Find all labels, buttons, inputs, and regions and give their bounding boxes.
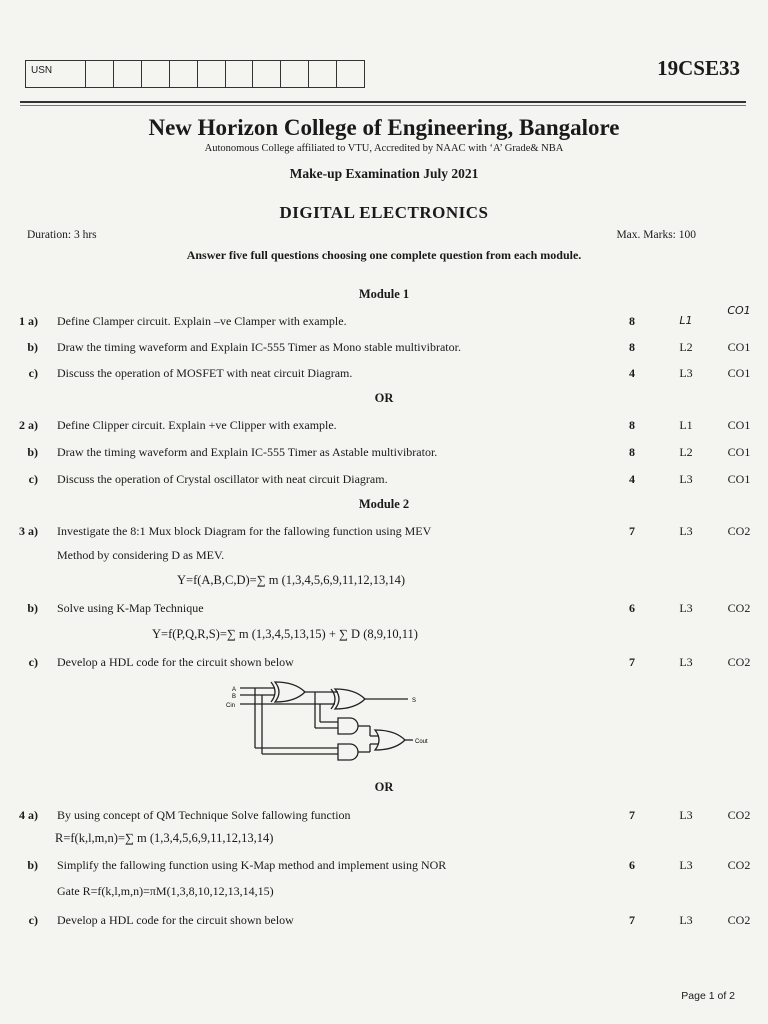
exam-title: Make-up Examination July 2021 (289, 166, 479, 181)
formula-4a: R=f(k,l,m,n)=∑ m (1,3,4,5,6,9,11,12,13,14) (55, 831, 274, 845)
question-3c (0, 655, 768, 671)
question-marks: 7 (629, 655, 635, 669)
question-4b-continued (0, 884, 768, 900)
question-4c (0, 913, 768, 929)
question-number: c) (28, 913, 38, 927)
question-level: L3 (679, 808, 693, 822)
or-separator: OR (374, 780, 394, 794)
question-marks: 8 (629, 418, 635, 432)
xor-gate-1-back (271, 682, 275, 702)
question-text: By using concept of QM Technique Solve fallowing function (57, 808, 351, 822)
question-number: b) (27, 601, 38, 615)
question-level: L1 (679, 418, 693, 432)
question-2a (0, 418, 768, 434)
and-gate-2 (338, 744, 358, 760)
question-marks: 6 (629, 601, 635, 615)
question-3a-continued (0, 548, 768, 564)
question-text: Method by considering D as MEV. (57, 548, 225, 562)
header-rule (20, 101, 746, 103)
xor-gate-1 (275, 682, 305, 702)
question-text: Discuss the operation of Crystal oscillator with neat circuit Diagram. (57, 472, 388, 486)
question-number: b) (27, 340, 38, 354)
subject-title: DIGITAL ELECTRONICS (279, 203, 489, 222)
usn-cell (337, 61, 364, 87)
formula-3b: Y=f(P,Q,R,S)=∑ m (1,3,4,5,13,15) + ∑ D (8,9,10,11) (152, 627, 418, 641)
question-co: CO2 (727, 858, 751, 872)
or-gate (375, 730, 405, 750)
usn-cell (198, 61, 226, 87)
question-marks: 8 (629, 445, 635, 459)
usn-cell (281, 61, 309, 87)
question-text: Define Clipper circuit. Explain +ve Clipper with example. (57, 418, 337, 432)
question-number: 3 a) (19, 524, 38, 538)
question-co: CO2 (727, 655, 751, 669)
usn-cell (170, 61, 198, 87)
question-level: L2 (679, 445, 693, 459)
xor-gate-2 (335, 689, 365, 709)
question-co: CO2 (727, 913, 751, 927)
question-number: 1 a) (19, 314, 38, 328)
question-level: L3 (679, 472, 693, 486)
question-level: L3 (679, 366, 693, 380)
question-text: Simplify the fallowing function using K-Map method and implement using NOR (57, 858, 447, 872)
question-text: Solve using K-Map Technique (57, 601, 204, 615)
question-number: 4 a) (19, 808, 38, 822)
label-s: S (412, 698, 417, 704)
max-marks: Max. Marks: 100 (616, 229, 696, 241)
or-separator: OR (374, 391, 394, 405)
header-rule-thin (20, 105, 746, 106)
module-2-title: Module 2 (358, 497, 410, 511)
question-marks: 7 (629, 808, 635, 822)
question-4b (0, 858, 768, 874)
question-marks: 8 (629, 340, 635, 354)
and-gate-1 (338, 718, 358, 734)
usn-cell (253, 61, 281, 87)
question-co: CO1 (727, 445, 751, 459)
usn-box (25, 60, 365, 88)
full-adder-circuit-diagram (220, 680, 440, 770)
question-text: Define Clamper circuit. Explain –ve Clamper with example. (57, 314, 347, 328)
usn-cell (86, 61, 114, 87)
question-text: Discuss the operation of MOSFET with neat circuit Diagram. (57, 366, 353, 380)
course-code: 19CSE33 (657, 56, 740, 80)
question-level: L3 (679, 655, 693, 669)
question-level: L3 (679, 601, 693, 615)
question-number: b) (27, 445, 38, 459)
question-1a (0, 304, 768, 330)
question-1b (0, 340, 768, 356)
question-co: CO2 (727, 808, 751, 822)
question-text: Develop a HDL code for the circuit shown below (57, 655, 294, 669)
label-cin: Cin (226, 703, 236, 709)
question-level: L1 (679, 314, 693, 327)
question-2b (0, 445, 768, 461)
usn-cell (142, 61, 170, 87)
question-marks: 7 (629, 524, 635, 538)
module-1-title: Module 1 (358, 287, 410, 301)
question-number: 2 a) (19, 418, 38, 432)
question-text: Gate R=f(k,l,m,n)=πM(1,3,8,10,12,13,14,15) (57, 884, 274, 898)
question-marks: 4 (629, 472, 635, 486)
question-co: CO1 (727, 418, 751, 432)
label-a: A (232, 687, 237, 693)
question-number: b) (27, 858, 38, 872)
question-text: Develop a HDL code for the circuit shown below (57, 913, 294, 927)
question-level: L3 (679, 524, 693, 538)
duration: Duration: 3 hrs (27, 229, 97, 241)
question-text: Draw the timing waveform and Explain IC-555 Timer as Astable multivibrator. (57, 445, 438, 459)
question-number: c) (28, 472, 38, 486)
question-2c (0, 472, 768, 488)
instructions: Answer five full questions choosing one complete question from each module. (186, 248, 582, 262)
label-b: B (232, 694, 237, 700)
question-3a (0, 524, 768, 540)
question-3b (0, 601, 768, 617)
question-co: CO2 (727, 601, 751, 615)
question-number: c) (28, 655, 38, 669)
question-level: L3 (679, 913, 693, 927)
affiliation: Autonomous College affiliated to VTU, Accredited by NAAC with ‘A’ Grade& NBA (204, 143, 564, 154)
label-cout: Cout (415, 739, 428, 745)
question-marks: 4 (629, 366, 635, 380)
page-number: Page 1 of 2 (681, 990, 735, 1002)
formula-3a: Y=f(A,B,C,D)=∑ m (1,3,4,5,6,9,11,12,13,14) (177, 573, 406, 587)
question-text: Investigate the 8:1 Mux block Diagram for the fallowing function using MEV (57, 524, 432, 538)
question-text: Draw the timing waveform and Explain IC-555 Timer as Mono stable multivibrator. (57, 340, 461, 354)
college-name: New Horizon College of Engineering, Bangalore (148, 115, 620, 140)
question-co: CO1 (727, 304, 751, 317)
question-co: CO1 (727, 366, 751, 380)
question-4a (0, 808, 768, 824)
question-marks: 8 (629, 314, 635, 328)
usn-cell (309, 61, 337, 87)
question-level: L2 (679, 340, 693, 354)
question-1c (0, 366, 768, 382)
question-co: CO1 (727, 340, 751, 354)
question-marks: 6 (629, 858, 635, 872)
question-marks: 7 (629, 913, 635, 927)
usn-label: USN (26, 61, 86, 87)
usn-cell (114, 61, 142, 87)
question-co: CO2 (727, 524, 751, 538)
question-number: c) (28, 366, 38, 380)
question-level: L3 (679, 858, 693, 872)
usn-cell (226, 61, 254, 87)
question-co: CO1 (727, 472, 751, 486)
